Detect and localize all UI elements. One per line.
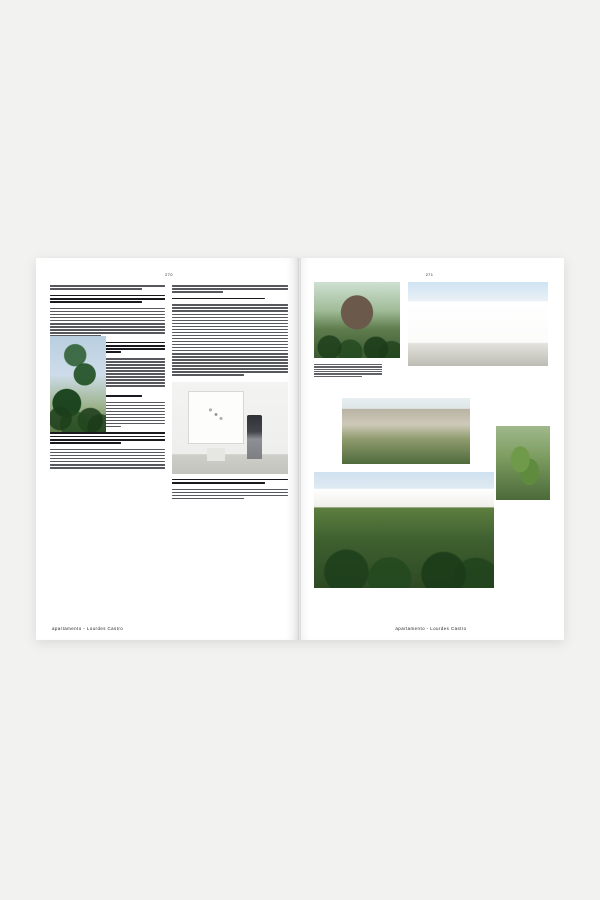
footer-right: apartamento - Lourdes Castro	[395, 626, 467, 631]
photo-caption	[314, 364, 382, 378]
terrace-house-photo	[342, 398, 470, 464]
footer-left: apartamento - Lourdes Castro	[52, 626, 124, 631]
visitor-figure	[247, 415, 262, 459]
paragraph-block	[172, 304, 288, 375]
question-block	[50, 432, 165, 443]
white-wall-photo	[408, 282, 548, 366]
pedestal	[207, 448, 226, 461]
paragraph-block	[172, 489, 288, 500]
foliage-overlay	[314, 472, 494, 588]
paragraph-block	[50, 285, 165, 290]
paragraph-block	[50, 308, 165, 337]
house-in-garden-photo	[314, 472, 494, 588]
left-page	[36, 258, 298, 640]
text-column-1	[50, 285, 165, 603]
question-block	[50, 295, 165, 303]
right-page	[298, 258, 564, 640]
paragraph-block	[50, 449, 165, 469]
tall-tree-photo	[50, 336, 106, 432]
text-column-2	[172, 285, 288, 603]
foliage-overlay	[50, 336, 106, 432]
foliage-overlay	[314, 282, 400, 358]
page-number-left: 270	[165, 272, 173, 277]
paragraph-block	[172, 285, 288, 293]
magazine-spread	[36, 258, 564, 640]
left-page-columns	[50, 285, 288, 603]
question-block	[172, 298, 288, 300]
cactus-photo	[496, 426, 550, 500]
gallery-exhibition-photo	[172, 382, 288, 474]
question-block	[172, 479, 288, 484]
page-number-right: 271	[425, 272, 434, 277]
drawing-marks	[202, 398, 230, 431]
boulder-garden-photo	[314, 282, 400, 358]
